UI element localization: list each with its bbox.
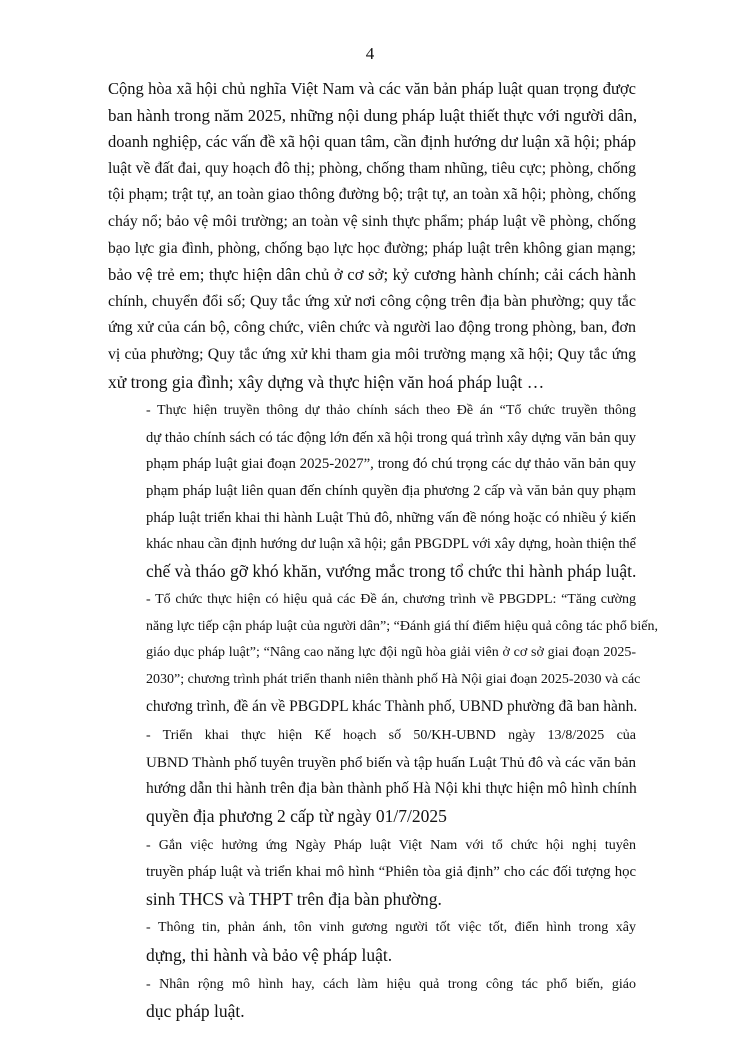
text-line: tội phạm; trật tự, an toàn giao thông đường bộ; trật tự, an toàn xã hội; phòng, chống xyxy=(108,186,636,204)
text-line: 2030”; chương trình phát triển thanh niên thành phố Hà Nội giai đoạn 2025-2030 và các xyxy=(146,672,641,688)
text-line: sinh THCS và THPT trên địa bàn phường. xyxy=(146,888,442,909)
page-number: 4 xyxy=(365,44,375,63)
text-line: xử trong gia đình; xây dựng và thực hiện văn hoá pháp luật … xyxy=(108,371,545,392)
text-line: giáo dục pháp luật”; “Nâng cao năng lực đội ngũ hòa giải viên ở cơ sở giai đoạn 2025- xyxy=(146,645,636,661)
text-line: vị của phường; Quy tắc ứng xử khi tham gia môi trường mạng xã hội; Quy tắc ứng xyxy=(108,345,636,363)
text-line: bạo lực gia đình, phòng, chống bạo lực học đường; pháp luật trên không gian mạng; xyxy=(108,239,636,257)
text-line: - Tổ chức thực hiện có hiệu quả các Đề án, chương trình về PBGDPL: “Tăng cường xyxy=(146,592,636,608)
paragraph xyxy=(108,587,659,720)
paragraph xyxy=(108,723,636,829)
text-line: pháp luật triển khai thi hành Luật Thủ đô, những vấn đề nóng hoặc có nhiều ý kiến xyxy=(146,509,636,526)
text-line: chương trình, đề án về PBGDPL khác Thành phố, UBND phường đã ban hành. xyxy=(146,697,638,715)
text-line: phạm pháp luật giai đoạn 2025-2027”, trong đó chú trọng các dự thảo văn bản quy xyxy=(146,456,636,473)
paragraph xyxy=(108,915,636,968)
text-line: hướng dẫn thi hành trên địa bàn thành phố Hà Nội khi thực hiện mô hình chính xyxy=(146,780,637,798)
text-line: chính, chuyển đổi số; Quy tắc ứng xử nơi công cộng trên địa bàn phường; quy tắc xyxy=(108,292,636,310)
paragraph xyxy=(108,76,636,395)
text-line: - Triển khai thực hiện Kế hoạch số 50/KH-UBND ngày 13/8/2025 của xyxy=(146,728,636,744)
text-line: phạm pháp luật liên quan đến chính quyền địa phương 2 cấp và văn bản quy phạm xyxy=(146,482,636,499)
text-line: - Nhân rộng mô hình hay, cách làm hiệu quả trong công tác phổ biến, giáo xyxy=(146,976,636,992)
text-line: khác nhau cần định hướng dư luận xã hội; gắn PBGDPL với xây dựng, hoàn thiện thể xyxy=(146,536,636,553)
paragraph xyxy=(108,833,636,913)
text-line: UBND Thành phố tuyên truyền phổ biến và tập huấn Luật Thủ đô và các văn bản xyxy=(146,754,636,771)
text-line: ứng xử của cán bộ, công chức, viên chức và người lao động trong phòng, ban, đơn xyxy=(108,319,636,337)
text-line: doanh nghiệp, các vấn đề xã hội quan tâm, cần định hướng dư luận xã hội; pháp xyxy=(108,132,636,152)
paragraph xyxy=(108,972,636,1025)
document-body xyxy=(108,76,659,1025)
text-line: dựng, thi hành và bảo vệ pháp luật. xyxy=(146,945,393,965)
text-line: quyền địa phương 2 cấp từ ngày 01/7/2025 xyxy=(146,806,447,827)
text-line: luật về đất đai, quy hoạch đô thị; phòng, chống tham nhũng, tiêu cực; phòng, chống xyxy=(108,159,636,177)
paragraph xyxy=(108,398,636,584)
text-line: truyền pháp luật và triển khai mô hình “Phiên tòa giả định” cho các đối tượng học xyxy=(146,864,636,881)
text-line: năng lực tiếp cận pháp luật của người dân”; “Đánh giá thí điểm hiệu quả công tác phổ biến, xyxy=(146,618,659,634)
text-line: - Gắn việc hưởng ứng Ngày Pháp luật Việt Nam với tổ chức hội nghị tuyên xyxy=(146,837,636,853)
text-line: cháy nổ; bảo vệ môi trường; an toàn vệ sinh thực phẩm; pháp luật về phòng, chống xyxy=(108,212,636,230)
text-line: chế và tháo gỡ khó khăn, vướng mắc trong tổ chức thi hành pháp luật. xyxy=(146,560,637,581)
text-line: dục pháp luật. xyxy=(146,1001,245,1022)
text-line: - Thực hiện truyền thông dự thảo chính sách theo Đề án “Tổ chức truyền thông xyxy=(146,403,636,419)
text-line: - Thông tin, phản ánh, tôn vinh gương người tốt việc tốt, điển hình trong xây xyxy=(146,920,636,936)
text-line: ban hành trong năm 2025, những nội dung pháp luật thiết thực với người dân, xyxy=(108,105,638,125)
text-line: Cộng hòa xã hội chủ nghĩa Việt Nam và các văn bản pháp luật quan trọng được xyxy=(108,79,636,98)
text-line: dự thảo chính sách có tác động lớn đến xã hội trong quá trình xây dựng văn bản quy xyxy=(146,429,636,446)
text-line: bảo vệ trẻ em; thực hiện dân chủ ở cơ sở; kỷ cương hành chính; cải cách hành xyxy=(108,265,636,285)
